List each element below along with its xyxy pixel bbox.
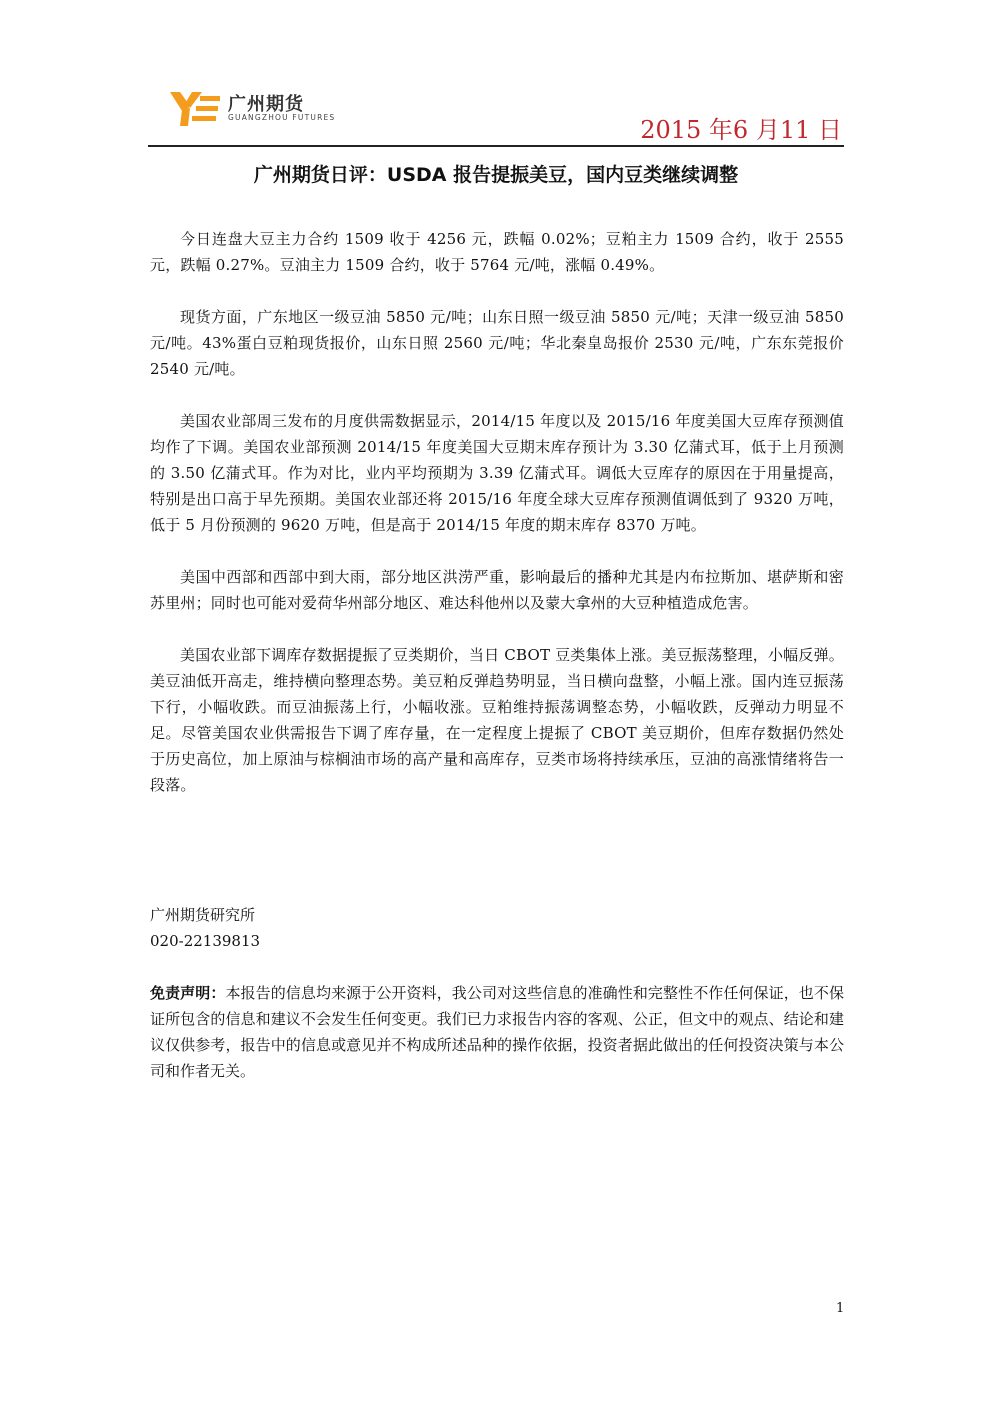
company-logo <box>170 88 340 128</box>
paragraph-market-summary: 今日连盘大豆主力合约 1509 收于 4256 元，跌幅 0.02%；豆粕主力 1509 合约，收于 2555 元，跌幅 0.27%。豆油主力 1509 合约，收于 5764 元/吨，涨幅 0.49%。 <box>150 230 844 274</box>
page-number: 1 <box>836 1301 845 1316</box>
report-body <box>150 226 844 824</box>
disclaimer-label: 免责声明： <box>150 984 226 1002</box>
signature-phone: 020-22139813 <box>150 932 261 950</box>
signature-org: 广州期货研究所 <box>150 906 256 924</box>
paragraph-weather: 美国中西部和西部中到大雨，部分地区洪涝严重，影响最后的播种尤其是内布拉斯加、堪萨斯和密苏里州；同时也可能对爱荷华州部分地区、难达科他州以及蒙大拿州的大豆种植造成危害。 <box>150 568 844 612</box>
paragraph-outlook: 美国农业部下调库存数据提振了豆类期价，当日 CBOT 豆类集体上涨。美豆振荡整理，小幅反弹。美豆油低开高走，维持横向整理态势。美豆粕反弹趋势明显，当日横向盘整，小幅上涨。国内连豆振荡下行，小幅收跌。而豆油振荡上行，小幅收涨。豆粕维持振荡调整态势，小幅收跌，反弹动力明显不足。尽管美国农业供需报告下调了库存量，在一定程度上提振了 CBOT 美豆期价，但库存数据仍然处于历史高位，加上原油与棕榈油市场的高产量和高库存，豆类市场将持续承压，豆油的高涨情绪将告一段落。 <box>150 646 844 794</box>
logo-text-cn: 广州期货 <box>228 94 304 115</box>
disclaimer <box>150 980 844 1084</box>
logo-text-en: GUANGZHOU FUTURES <box>228 113 336 122</box>
report-title: 广州期货日评：USDA 报告提振美豆，国内豆类继续调整 <box>253 164 739 186</box>
header-divider <box>148 145 844 147</box>
paragraph-spot-prices: 现货方面，广东地区一级豆油 5850 元/吨；山东日照一级豆油 5850 元/吨；天津一级豆油 5850 元/吨。43%蛋白豆粕现货报价，山东日照 2560 元/吨；华北秦皇岛报价 2530 元/吨，广东东莞报价 2540 元/吨。 <box>150 308 844 378</box>
signature-block <box>150 902 260 954</box>
disclaimer-text: 本报告的信息均来源于公开资料，我公司对这些信息的准确性和完整性不作任何保证，也不保证所包含的信息和建议不会发生任何变更。我们已力求报告内容的客观、公正，但文中的观点、结论和建议仅供参考，报告中的信息或意见并不构成所述品种的操作依据，投资者据此做出的任何投资决策与本公司和作者无关。 <box>150 984 844 1080</box>
gz-futures-logo-icon <box>170 90 222 126</box>
paragraph-usda-report: 美国农业部周三发布的月度供需数据显示，2014/15 年度以及 2015/16 年度美国大豆库存预测值均作了下调。美国农业部预测 2014/15 年度美国大豆期末库存预计为 3.30 亿蒲式耳，低于上月预测的 3.50 亿蒲式耳。作为对比，业内平均预期为 3.39 亿蒲式耳。调低大豆库存的原因在于用量提高，特别是出口高于早先预期。美国农业部还将 2015/16 年度全球大豆库存预测值调低到了 9320 万吨，低于 5 月份预测的 9620 万吨，但是高于 2014/15 年度的期末库存 8370 万吨。 <box>150 412 844 534</box>
report-date: 2015 年6 月11 日 <box>640 116 842 144</box>
